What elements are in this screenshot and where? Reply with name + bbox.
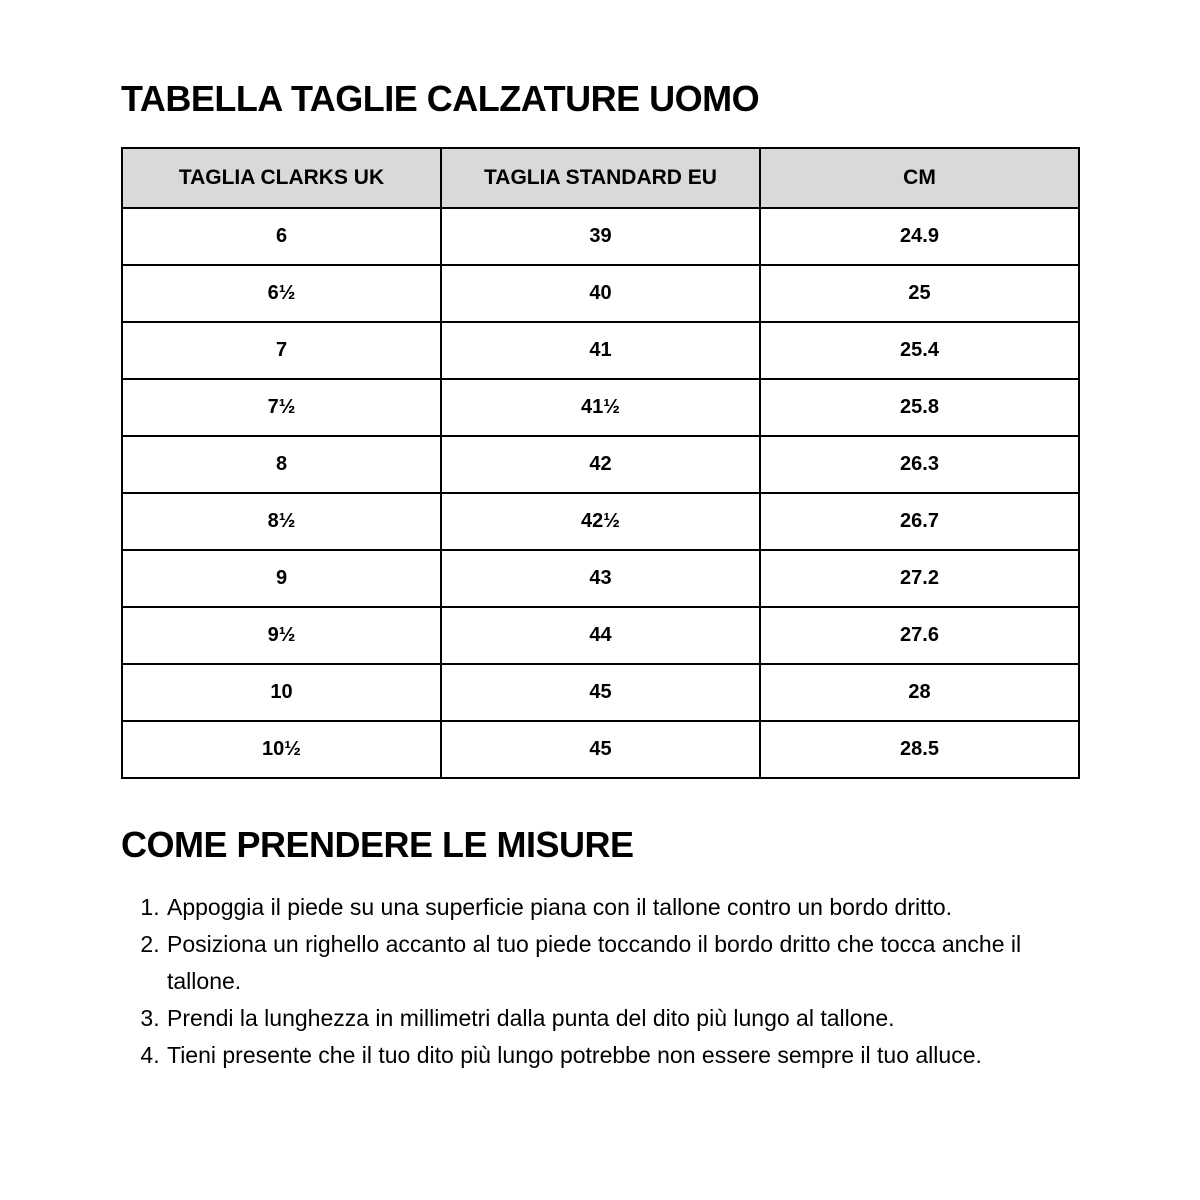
table-cell: 41½ — [441, 379, 760, 436]
table-row — [122, 721, 1079, 778]
table-cell: 45 — [441, 664, 760, 721]
table-cell: 9½ — [122, 607, 441, 664]
table-cell: 25.8 — [760, 379, 1079, 436]
table-row — [122, 550, 1079, 607]
table-header-row — [122, 148, 1079, 208]
measurement-instructions-list — [121, 889, 1066, 1074]
table-cell: 40 — [441, 265, 760, 322]
table-cell: 10½ — [122, 721, 441, 778]
table-cell: 10 — [122, 664, 441, 721]
table-cell: 39 — [441, 208, 760, 265]
page-title: TABELLA TAGLIE CALZATURE UOMO — [121, 78, 760, 119]
table-cell: 8 — [122, 436, 441, 493]
size-table — [121, 147, 1080, 779]
table-cell: 26.7 — [760, 493, 1079, 550]
table-cell: 7½ — [122, 379, 441, 436]
table-cell: 6 — [122, 208, 441, 265]
table-cell: 43 — [441, 550, 760, 607]
header-cell-uk: TAGLIA CLARKS UK — [122, 148, 441, 208]
header-cell-eu: TAGLIA STANDARD EU — [441, 148, 760, 208]
table-cell: 24.9 — [760, 208, 1079, 265]
size-table-body — [122, 208, 1079, 778]
header-cell-cm: CM — [760, 148, 1079, 208]
table-row — [122, 265, 1079, 322]
table-cell: 41 — [441, 322, 760, 379]
table-cell: 28 — [760, 664, 1079, 721]
table-row — [122, 379, 1079, 436]
table-cell: 6½ — [122, 265, 441, 322]
instruction-item: 3. Prendi la lunghezza in millimetri dalla punta del dito più lungo al tallone. — [166, 1000, 1066, 1037]
table-cell: 27.2 — [760, 550, 1079, 607]
table-cell: 25.4 — [760, 322, 1079, 379]
table-cell: 8½ — [122, 493, 441, 550]
table-cell: 42½ — [441, 493, 760, 550]
table-cell: 27.6 — [760, 607, 1079, 664]
instruction-item: 4. Tieni presente che il tuo dito più lungo potrebbe non essere sempre il tuo alluce. — [166, 1037, 1066, 1074]
table-cell: 26.3 — [760, 436, 1079, 493]
table-cell: 28.5 — [760, 721, 1079, 778]
table-row — [122, 664, 1079, 721]
size-table-header — [122, 148, 1079, 208]
table-row — [122, 208, 1079, 265]
instruction-item: 2. Posiziona un righello accanto al tuo piede toccando il bordo dritto che tocca anche il tallone. — [166, 926, 1066, 1000]
table-cell: 9 — [122, 550, 441, 607]
table-row — [122, 493, 1079, 550]
table-row — [122, 436, 1079, 493]
table-cell: 44 — [441, 607, 760, 664]
section-title-measurement: COME PRENDERE LE MISURE — [121, 823, 634, 865]
instruction-item: 1. Appoggia il piede su una superficie piana con il tallone contro un bordo dritto. — [166, 889, 1066, 926]
table-cell: 45 — [441, 721, 760, 778]
table-cell: 7 — [122, 322, 441, 379]
table-row — [122, 607, 1079, 664]
table-cell: 42 — [441, 436, 760, 493]
table-cell: 25 — [760, 265, 1079, 322]
table-row — [122, 322, 1079, 379]
